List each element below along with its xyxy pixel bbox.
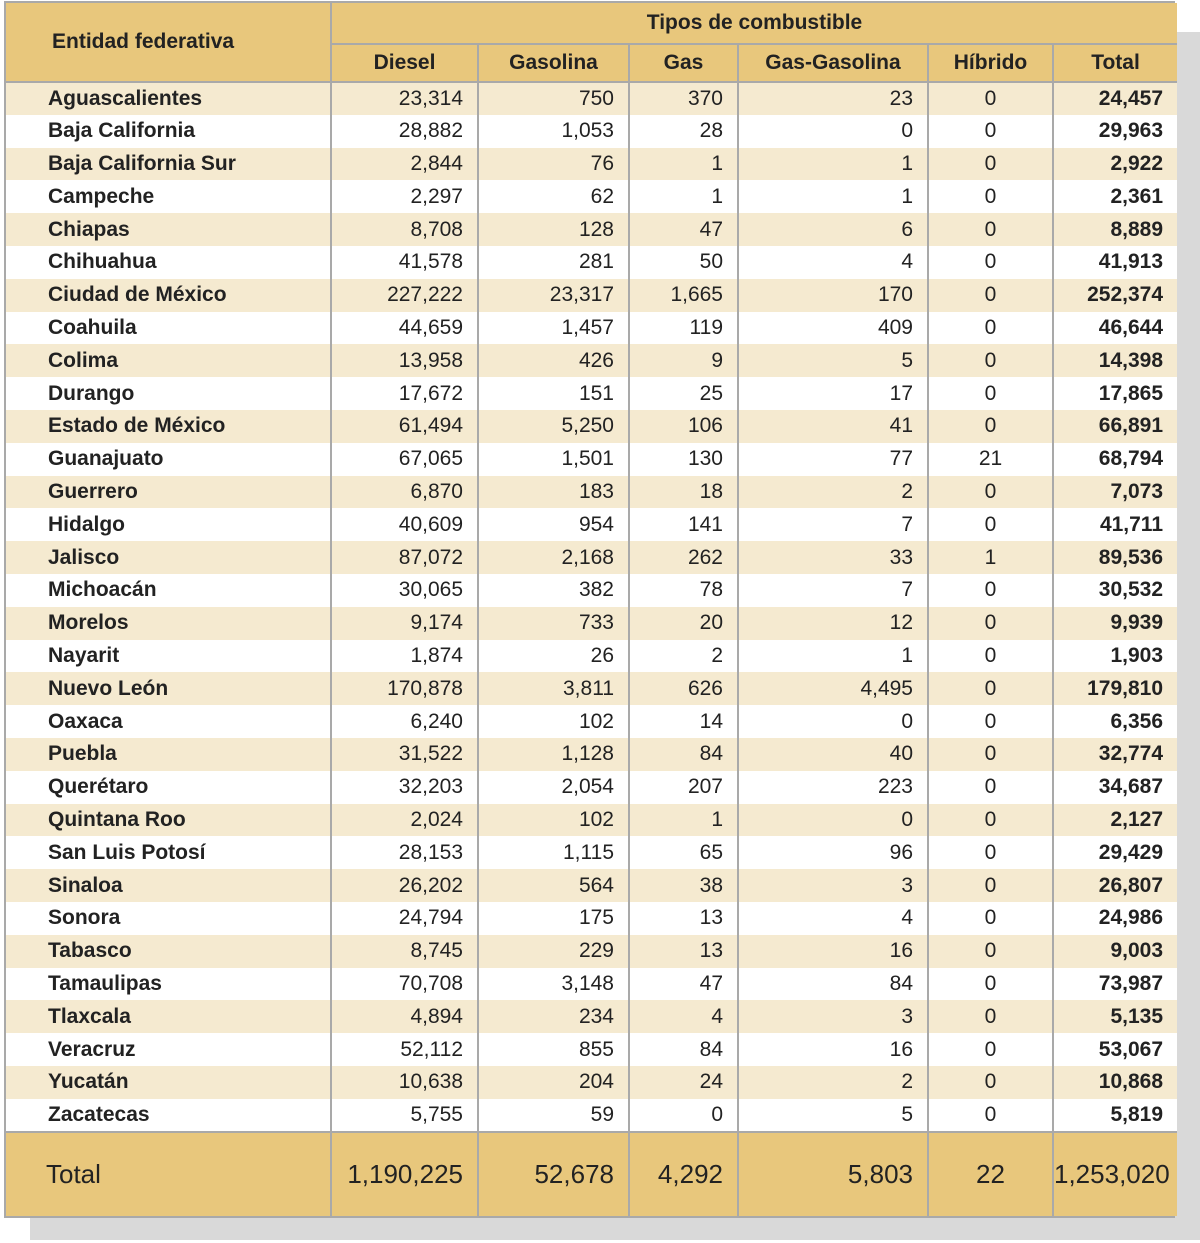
cell-hibrido: 0 <box>928 279 1053 312</box>
cell-diesel: 8,745 <box>331 935 478 968</box>
cell-gasolina: 733 <box>478 607 629 640</box>
cell-gasolina: 1,457 <box>478 312 629 345</box>
totals-gas: 4,292 <box>629 1132 738 1216</box>
cell-hibrido: 0 <box>928 213 1053 246</box>
cell-total: 41,711 <box>1053 508 1177 541</box>
cell-gasolina: 2,168 <box>478 541 629 574</box>
cell-total: 9,939 <box>1053 607 1177 640</box>
cell-hibrido: 0 <box>928 115 1053 148</box>
cell-total: 46,644 <box>1053 312 1177 345</box>
table-row <box>6 213 1177 246</box>
cell-total: 2,922 <box>1053 148 1177 181</box>
table-row <box>6 115 1177 148</box>
cell-gasolina: 102 <box>478 705 629 738</box>
cell-entidad: San Luis Potosí <box>6 836 331 869</box>
cell-gas-gasolina: 40 <box>738 738 928 771</box>
column-header-total: Total <box>1053 44 1177 82</box>
fuel-types-group-header: Tipos de combustible <box>331 3 1177 44</box>
cell-entidad: Aguascalientes <box>6 82 331 115</box>
table-row <box>6 574 1177 607</box>
cell-gas: 1 <box>629 148 738 181</box>
cell-hibrido: 0 <box>928 1099 1053 1132</box>
cell-diesel: 9,174 <box>331 607 478 640</box>
cell-diesel: 70,708 <box>331 968 478 1001</box>
cell-gas-gasolina: 0 <box>738 804 928 837</box>
cell-entidad: Nuevo León <box>6 672 331 705</box>
cell-gas-gasolina: 23 <box>738 82 928 115</box>
cell-entidad: Campeche <box>6 180 331 213</box>
cell-gas-gasolina: 16 <box>738 935 928 968</box>
cell-gas: 119 <box>629 312 738 345</box>
cell-gasolina: 564 <box>478 869 629 902</box>
table-row <box>6 377 1177 410</box>
cell-gas: 1,665 <box>629 279 738 312</box>
cell-hibrido: 21 <box>928 443 1053 476</box>
cell-diesel: 2,844 <box>331 148 478 181</box>
cell-entidad: Puebla <box>6 738 331 771</box>
cell-gas-gasolina: 2 <box>738 476 928 509</box>
cell-hibrido: 0 <box>928 836 1053 869</box>
cell-diesel: 31,522 <box>331 738 478 771</box>
table-row <box>6 508 1177 541</box>
cell-gas-gasolina: 409 <box>738 312 928 345</box>
cell-total: 1,903 <box>1053 640 1177 673</box>
totals-diesel: 1,190,225 <box>331 1132 478 1216</box>
cell-entidad: Guanajuato <box>6 443 331 476</box>
cell-gasolina: 750 <box>478 82 629 115</box>
cell-total: 26,807 <box>1053 869 1177 902</box>
cell-gas: 262 <box>629 541 738 574</box>
table-row <box>6 935 1177 968</box>
cell-hibrido: 0 <box>928 180 1053 213</box>
fuel-type-table <box>4 1 1175 1218</box>
cell-gasolina: 5,250 <box>478 410 629 443</box>
cell-total: 14,398 <box>1053 344 1177 377</box>
cell-hibrido: 0 <box>928 82 1053 115</box>
cell-gas: 84 <box>629 738 738 771</box>
cell-gasolina: 3,148 <box>478 968 629 1001</box>
table-row <box>6 148 1177 181</box>
cell-gas: 24 <box>629 1066 738 1099</box>
cell-gas-gasolina: 1 <box>738 640 928 673</box>
totals-row <box>6 1132 1177 1216</box>
column-header-gasolina: Gasolina <box>478 44 629 82</box>
cell-gas: 50 <box>629 246 738 279</box>
cell-diesel: 17,672 <box>331 377 478 410</box>
cell-total: 179,810 <box>1053 672 1177 705</box>
cell-total: 41,913 <box>1053 246 1177 279</box>
cell-gas: 207 <box>629 771 738 804</box>
cell-entidad: Hidalgo <box>6 508 331 541</box>
table-row <box>6 1066 1177 1099</box>
totals-label: Total <box>6 1132 331 1216</box>
cell-gas: 1 <box>629 180 738 213</box>
cell-hibrido: 0 <box>928 574 1053 607</box>
cell-gas: 1 <box>629 804 738 837</box>
cell-gas: 25 <box>629 377 738 410</box>
cell-entidad: Guerrero <box>6 476 331 509</box>
cell-total: 53,067 <box>1053 1033 1177 1066</box>
cell-diesel: 24,794 <box>331 902 478 935</box>
cell-gas: 141 <box>629 508 738 541</box>
cell-diesel: 2,024 <box>331 804 478 837</box>
cell-total: 252,374 <box>1053 279 1177 312</box>
cell-gas-gasolina: 17 <box>738 377 928 410</box>
cell-entidad: Ciudad de México <box>6 279 331 312</box>
cell-gasolina: 2,054 <box>478 771 629 804</box>
cell-gas-gasolina: 96 <box>738 836 928 869</box>
table-row <box>6 640 1177 673</box>
cell-total: 24,457 <box>1053 82 1177 115</box>
cell-hibrido: 0 <box>928 968 1053 1001</box>
cell-gas: 0 <box>629 1099 738 1132</box>
table-row <box>6 968 1177 1001</box>
cell-hibrido: 0 <box>928 246 1053 279</box>
cell-total: 66,891 <box>1053 410 1177 443</box>
cell-total: 73,987 <box>1053 968 1177 1001</box>
cell-total: 5,819 <box>1053 1099 1177 1132</box>
cell-entidad: Querétaro <box>6 771 331 804</box>
cell-hibrido: 1 <box>928 541 1053 574</box>
cell-gasolina: 1,115 <box>478 836 629 869</box>
table-row <box>6 443 1177 476</box>
cell-gas: 370 <box>629 82 738 115</box>
column-header-diesel: Diesel <box>331 44 478 82</box>
cell-gas-gasolina: 77 <box>738 443 928 476</box>
cell-entidad: Veracruz <box>6 1033 331 1066</box>
cell-gasolina: 175 <box>478 902 629 935</box>
cell-diesel: 170,878 <box>331 672 478 705</box>
cell-gasolina: 23,317 <box>478 279 629 312</box>
cell-gas-gasolina: 4 <box>738 246 928 279</box>
table-row <box>6 738 1177 771</box>
cell-gas-gasolina: 12 <box>738 607 928 640</box>
cell-gas-gasolina: 84 <box>738 968 928 1001</box>
cell-entidad: Morelos <box>6 607 331 640</box>
cell-gasolina: 855 <box>478 1033 629 1066</box>
cell-hibrido: 0 <box>928 1000 1053 1033</box>
cell-hibrido: 0 <box>928 377 1053 410</box>
cell-diesel: 227,222 <box>331 279 478 312</box>
cell-gas: 38 <box>629 869 738 902</box>
cell-diesel: 30,065 <box>331 574 478 607</box>
cell-total: 32,774 <box>1053 738 1177 771</box>
cell-gas: 47 <box>629 968 738 1001</box>
cell-gasolina: 1,128 <box>478 738 629 771</box>
cell-gasolina: 234 <box>478 1000 629 1033</box>
cell-hibrido: 0 <box>928 312 1053 345</box>
cell-gas: 13 <box>629 935 738 968</box>
cell-entidad: Coahuila <box>6 312 331 345</box>
cell-gasolina: 76 <box>478 148 629 181</box>
table-row <box>6 82 1177 115</box>
cell-gasolina: 183 <box>478 476 629 509</box>
cell-gasolina: 128 <box>478 213 629 246</box>
cell-gas: 626 <box>629 672 738 705</box>
cell-entidad: Zacatecas <box>6 1099 331 1132</box>
cell-gas-gasolina: 170 <box>738 279 928 312</box>
table-row <box>6 1033 1177 1066</box>
cell-gasolina: 151 <box>478 377 629 410</box>
totals-hibrido: 22 <box>928 1132 1053 1216</box>
cell-entidad: Baja California <box>6 115 331 148</box>
cell-gas: 13 <box>629 902 738 935</box>
table-row <box>6 541 1177 574</box>
table-row <box>6 344 1177 377</box>
cell-hibrido: 0 <box>928 935 1053 968</box>
cell-gasolina: 1,053 <box>478 115 629 148</box>
table-row <box>6 410 1177 443</box>
cell-gas: 47 <box>629 213 738 246</box>
cell-gasolina: 426 <box>478 344 629 377</box>
cell-entidad: Oaxaca <box>6 705 331 738</box>
cell-entidad: Baja California Sur <box>6 148 331 181</box>
cell-diesel: 61,494 <box>331 410 478 443</box>
cell-gasolina: 281 <box>478 246 629 279</box>
cell-total: 24,986 <box>1053 902 1177 935</box>
cell-hibrido: 0 <box>928 410 1053 443</box>
table-row <box>6 869 1177 902</box>
cell-gas: 18 <box>629 476 738 509</box>
table-row <box>6 476 1177 509</box>
cell-total: 89,536 <box>1053 541 1177 574</box>
cell-gas-gasolina: 4,495 <box>738 672 928 705</box>
cell-gas: 28 <box>629 115 738 148</box>
cell-diesel: 10,638 <box>331 1066 478 1099</box>
cell-diesel: 2,297 <box>331 180 478 213</box>
cell-diesel: 28,882 <box>331 115 478 148</box>
cell-gasolina: 1,501 <box>478 443 629 476</box>
cell-gasolina: 62 <box>478 180 629 213</box>
cell-gas-gasolina: 7 <box>738 508 928 541</box>
cell-hibrido: 0 <box>928 705 1053 738</box>
cell-hibrido: 0 <box>928 672 1053 705</box>
cell-diesel: 67,065 <box>331 443 478 476</box>
totals-gas-gasolina: 5,803 <box>738 1132 928 1216</box>
cell-gas: 78 <box>629 574 738 607</box>
cell-gas-gasolina: 1 <box>738 148 928 181</box>
cell-gas-gasolina: 6 <box>738 213 928 246</box>
cell-diesel: 4,894 <box>331 1000 478 1033</box>
cell-entidad: Yucatán <box>6 1066 331 1099</box>
column-header-gas: Gas <box>629 44 738 82</box>
table-row <box>6 607 1177 640</box>
cell-diesel: 1,874 <box>331 640 478 673</box>
cell-gas-gasolina: 16 <box>738 1033 928 1066</box>
cell-gas-gasolina: 7 <box>738 574 928 607</box>
column-header-hibrido: Híbrido <box>928 44 1053 82</box>
cell-diesel: 52,112 <box>331 1033 478 1066</box>
cell-gas-gasolina: 223 <box>738 771 928 804</box>
cell-total: 30,532 <box>1053 574 1177 607</box>
cell-gas-gasolina: 5 <box>738 344 928 377</box>
cell-total: 5,135 <box>1053 1000 1177 1033</box>
cell-hibrido: 0 <box>928 508 1053 541</box>
data-table <box>6 3 1177 1216</box>
cell-gasolina: 954 <box>478 508 629 541</box>
cell-entidad: Sinaloa <box>6 869 331 902</box>
totals-total: 1,253,020 <box>1053 1132 1177 1216</box>
cell-hibrido: 0 <box>928 1033 1053 1066</box>
cell-total: 2,361 <box>1053 180 1177 213</box>
cell-diesel: 6,240 <box>331 705 478 738</box>
cell-total: 2,127 <box>1053 804 1177 837</box>
cell-gasolina: 204 <box>478 1066 629 1099</box>
cell-entidad: Michoacán <box>6 574 331 607</box>
cell-hibrido: 0 <box>928 148 1053 181</box>
cell-diesel: 23,314 <box>331 82 478 115</box>
table-row <box>6 771 1177 804</box>
cell-hibrido: 0 <box>928 344 1053 377</box>
totals-gasolina: 52,678 <box>478 1132 629 1216</box>
cell-hibrido: 0 <box>928 804 1053 837</box>
cell-hibrido: 0 <box>928 476 1053 509</box>
cell-gas-gasolina: 2 <box>738 1066 928 1099</box>
column-header-gas-gasolina: Gas-Gasolina <box>738 44 928 82</box>
table-row <box>6 246 1177 279</box>
cell-diesel: 87,072 <box>331 541 478 574</box>
cell-hibrido: 0 <box>928 1066 1053 1099</box>
cell-diesel: 44,659 <box>331 312 478 345</box>
cell-entidad: Colima <box>6 344 331 377</box>
cell-gas: 2 <box>629 640 738 673</box>
table-row <box>6 705 1177 738</box>
table-row <box>6 804 1177 837</box>
cell-gas: 4 <box>629 1000 738 1033</box>
cell-gas-gasolina: 41 <box>738 410 928 443</box>
cell-gas-gasolina: 5 <box>738 1099 928 1132</box>
cell-total: 17,865 <box>1053 377 1177 410</box>
cell-gas: 20 <box>629 607 738 640</box>
cell-gas: 130 <box>629 443 738 476</box>
cell-total: 8,889 <box>1053 213 1177 246</box>
cell-entidad: Durango <box>6 377 331 410</box>
cell-diesel: 40,609 <box>331 508 478 541</box>
cell-hibrido: 0 <box>928 902 1053 935</box>
cell-gasolina: 3,811 <box>478 672 629 705</box>
cell-total: 29,963 <box>1053 115 1177 148</box>
cell-diesel: 6,870 <box>331 476 478 509</box>
cell-gas: 65 <box>629 836 738 869</box>
cell-gasolina: 102 <box>478 804 629 837</box>
cell-total: 68,794 <box>1053 443 1177 476</box>
cell-gas-gasolina: 1 <box>738 180 928 213</box>
cell-gas-gasolina: 0 <box>738 115 928 148</box>
cell-gas-gasolina: 33 <box>738 541 928 574</box>
cell-entidad: Nayarit <box>6 640 331 673</box>
table-row <box>6 902 1177 935</box>
table-row <box>6 672 1177 705</box>
cell-diesel: 5,755 <box>331 1099 478 1132</box>
cell-entidad: Tamaulipas <box>6 968 331 1001</box>
cell-entidad: Jalisco <box>6 541 331 574</box>
cell-entidad: Tlaxcala <box>6 1000 331 1033</box>
cell-total: 29,429 <box>1053 836 1177 869</box>
cell-gasolina: 382 <box>478 574 629 607</box>
cell-gas-gasolina: 3 <box>738 869 928 902</box>
table-row <box>6 836 1177 869</box>
cell-diesel: 13,958 <box>331 344 478 377</box>
cell-total: 34,687 <box>1053 771 1177 804</box>
cell-total: 9,003 <box>1053 935 1177 968</box>
cell-entidad: Tabasco <box>6 935 331 968</box>
table-row <box>6 279 1177 312</box>
cell-entidad: Quintana Roo <box>6 804 331 837</box>
cell-total: 7,073 <box>1053 476 1177 509</box>
cell-hibrido: 0 <box>928 607 1053 640</box>
cell-hibrido: 0 <box>928 869 1053 902</box>
cell-total: 6,356 <box>1053 705 1177 738</box>
cell-gas-gasolina: 0 <box>738 705 928 738</box>
cell-gasolina: 229 <box>478 935 629 968</box>
table-row <box>6 1000 1177 1033</box>
table-row <box>6 1099 1177 1132</box>
cell-diesel: 8,708 <box>331 213 478 246</box>
table-body <box>6 82 1177 1132</box>
cell-gas: 14 <box>629 705 738 738</box>
cell-total: 10,868 <box>1053 1066 1177 1099</box>
cell-entidad: Chiapas <box>6 213 331 246</box>
cell-hibrido: 0 <box>928 771 1053 804</box>
cell-diesel: 26,202 <box>331 869 478 902</box>
cell-diesel: 32,203 <box>331 771 478 804</box>
cell-hibrido: 0 <box>928 640 1053 673</box>
entity-column-header: Entidad federativa <box>6 3 331 82</box>
cell-gas-gasolina: 4 <box>738 902 928 935</box>
cell-gas-gasolina: 3 <box>738 1000 928 1033</box>
cell-gasolina: 26 <box>478 640 629 673</box>
cell-entidad: Chihuahua <box>6 246 331 279</box>
cell-gas: 84 <box>629 1033 738 1066</box>
cell-hibrido: 0 <box>928 738 1053 771</box>
cell-gas: 106 <box>629 410 738 443</box>
cell-gas: 9 <box>629 344 738 377</box>
header-row-group <box>6 3 1177 44</box>
table-row <box>6 180 1177 213</box>
cell-diesel: 41,578 <box>331 246 478 279</box>
table-row <box>6 312 1177 345</box>
cell-entidad: Estado de México <box>6 410 331 443</box>
cell-gasolina: 59 <box>478 1099 629 1132</box>
cell-entidad: Sonora <box>6 902 331 935</box>
cell-diesel: 28,153 <box>331 836 478 869</box>
